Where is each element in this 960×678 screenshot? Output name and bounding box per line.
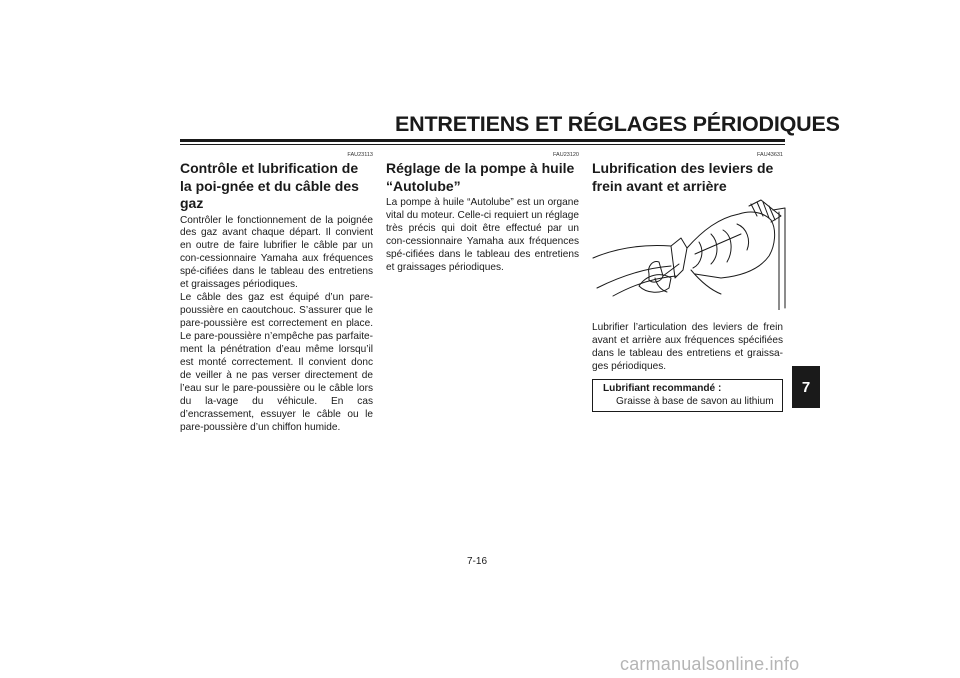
section-body [592, 322, 783, 374]
brake-lever-body [592, 322, 783, 374]
watermark: carmanualsonline.info [620, 654, 800, 674]
section-code: FAU43631 [757, 152, 783, 158]
section-body [180, 215, 373, 435]
lubricant-label: Lubrifiant recommandé : [603, 383, 722, 394]
recommended-lubricant-box [592, 379, 783, 412]
lubricant-value: Graisse à base de savon au lithium [616, 395, 774, 407]
page-title: ENTRETIENS ET RÉGLAGES PÉRIODIQUES [395, 112, 840, 136]
section-throttle-cable [180, 152, 373, 435]
section-brake-levers [592, 152, 783, 195]
paragraph: Contrôler le fonctionnement de la poignée des gaz avant chaque départ. Il convient en outre de faire lubrifier le câble par un con-cessionnaire Yamaha aux fréquences spé-cifiées dans le tableau des entretiens et graissages périodiques. [180, 214, 373, 291]
paragraph: Le câble des gaz est équipé d’un pare-poussière en caoutchouc. S’assurer que le pare-poussière est correctement en place. Le pare-poussière n’empêche pas parfaite-ment la pénétration d’eau même lorsqu’il est monté correctement. Il convient donc de veiller à ne pas verser directement de l’eau sur le pare-poussière ou le câble lors du la-vage du véhicule. En cas d’encrassement, essuyer le câble ou le pare-poussière d’un chiffon humide. [180, 292, 373, 433]
section-code: FAU23120 [553, 152, 579, 158]
chapter-tab: 7 [792, 366, 820, 408]
page-number: 7-16 [467, 556, 488, 567]
section-code: FAU23113 [347, 152, 373, 158]
section-heading: Contrôle et lubrification de la poi-gnée et du câble des gaz [180, 160, 359, 211]
section-heading: Lubrification des leviers de frein avant et arrière [592, 160, 774, 194]
title-rule-thick [180, 139, 785, 142]
section-heading: Réglage de la pompe à huile “Autolube” [386, 160, 575, 194]
brake-lever-lubrication-illustration [591, 196, 787, 310]
paragraph: Lubrifier l’articulation des leviers de frein avant et arrière aux fréquences spécifiées dans le tableau des entretiens et graissa-ges périodiques. [592, 322, 783, 372]
title-rule-thin [180, 144, 785, 145]
paragraph: La pompe à huile “Autolube” est un organe vital du moteur. Celle-ci requiert un réglage très précis qui doit être effectué par un con-cessionnaire Yamaha aux fréquences spé-cifiées dans le tableau des entretiens et graissages périodiques. [386, 197, 579, 273]
section-autolube [386, 152, 579, 275]
section-body [386, 197, 579, 275]
